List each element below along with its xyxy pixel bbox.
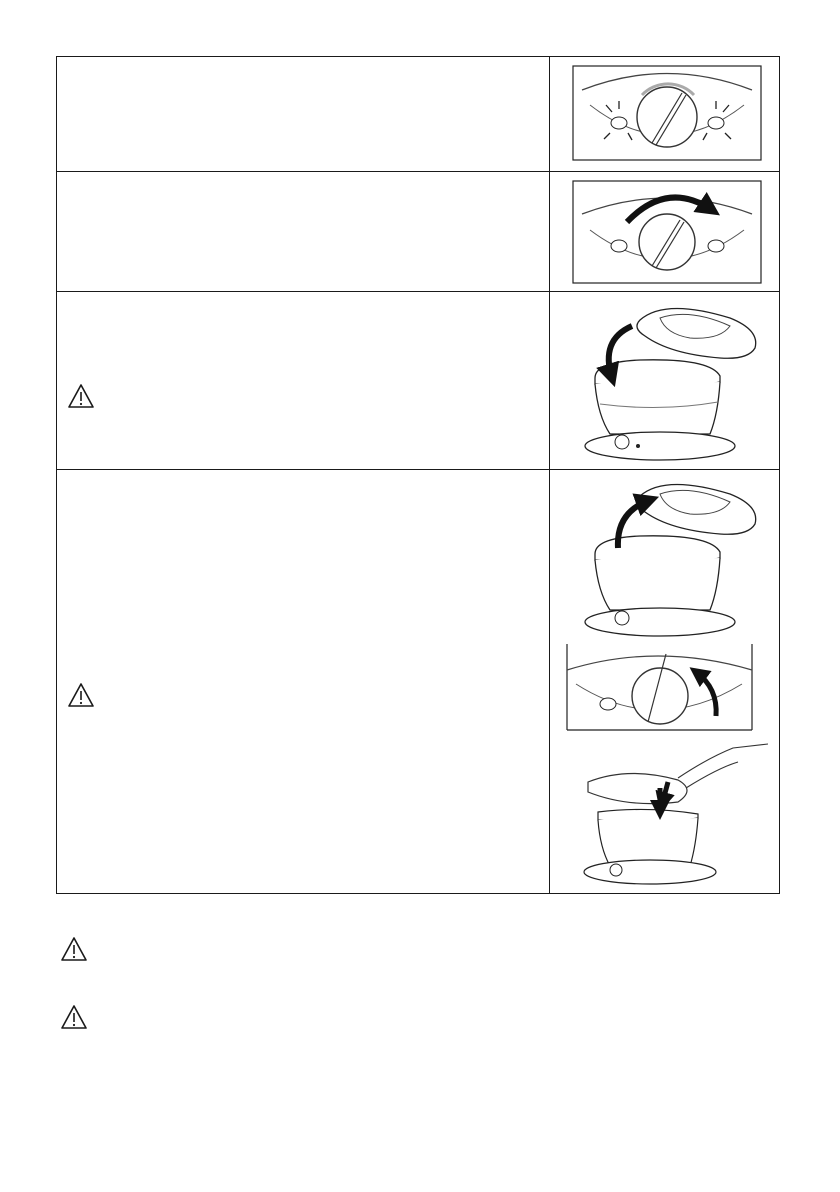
row-indicator-lights (57, 57, 779, 172)
figure-bath-lid-close (550, 292, 779, 469)
row-text (57, 57, 549, 171)
bath-open-illustration (570, 472, 770, 640)
dial-rotate-illustration (572, 180, 762, 284)
warning-triangle-icon (60, 1004, 88, 1030)
warning-triangle-icon (67, 682, 95, 708)
figure-dial-panel-lights (550, 57, 779, 171)
warning-triangle-icon (60, 936, 88, 962)
row-text (57, 292, 549, 469)
dial-panel-illustration (572, 65, 762, 161)
footer-warning (60, 1004, 780, 1034)
row-text (57, 172, 549, 291)
warning-triangle-icon (67, 383, 95, 409)
row-open-and-use (57, 470, 779, 893)
footer-warning (60, 936, 780, 966)
instruction-table (56, 56, 780, 894)
insert-tray-illustration (568, 738, 768, 888)
row-close-lid (57, 292, 779, 470)
figure-dial-panel-rotate (550, 172, 779, 291)
bath-lid-close-illustration (570, 296, 770, 464)
row-turn-dial (57, 172, 779, 292)
row-text (57, 470, 549, 893)
figure-bath-open-dial-insert (550, 470, 779, 893)
dial-reset-illustration (562, 644, 757, 732)
